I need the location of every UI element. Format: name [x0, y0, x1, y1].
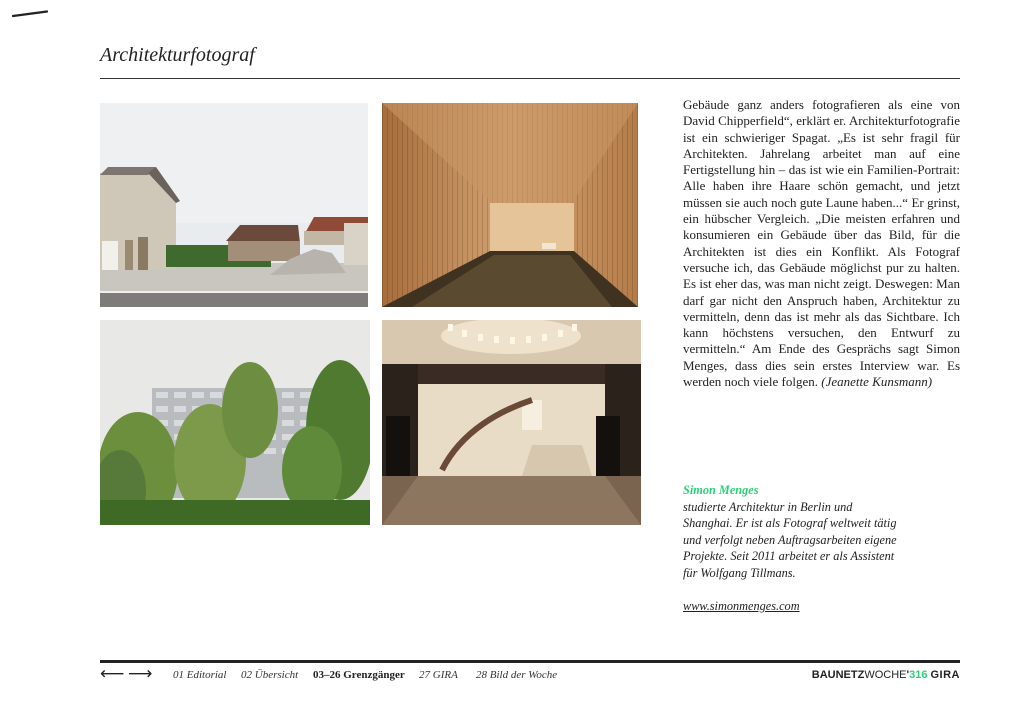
article-text: Gebäude ganz anders fotografieren als eine von David Chipperfield“, erklärt er. Architekturfotografie ist ein schwieriger Spagat. „Es ist sehr fragil für Architekten. Jahrelang arbeitet man auf eine Fertigstellung hin – das ist wie ein Familien-Portrait: Alle haben ihre Haare schön gemacht, und jetzt müssen sie auch noch gute Laune haben...“ Er grinst, ein hübscher Vergleich. „Die meisten erfahren und konsumieren ein Gebäude über das Bild, für die Architekten ist dies ein Konflikt. Als Fotograf versuche ich, das Gebäude möglichst pur zu halten. Es ist eher das, was man nicht zeigt. Deswegen: Man darf gar nicht den Anspruch haben, Architektur zu vermitteln, denn das ist mehr als das Sichtbare. Ich kann höchstens versuchen, den Entwurf zu vermitteln.“ Am Ende des Gesprächs sagt Simon Menges, dass dies sein erstes Interview war. Es werden noch viele folgen.	[683, 97, 960, 390]
footer-divider	[100, 660, 960, 663]
article-author: (Jeanette Kunsmann)	[821, 374, 933, 390]
nav-uebersicht[interactable]: 02 Übersicht	[241, 669, 299, 681]
brand-woche: WOCHE	[864, 669, 907, 681]
title-divider	[100, 78, 960, 79]
nav-editorial[interactable]: 01 Editorial	[173, 669, 227, 681]
brand-baunetz: BAUNETZ	[811, 669, 865, 681]
nav-gira[interactable]: 27 GIRA	[419, 669, 458, 681]
nav-bild-der-woche[interactable]: 28 Bild der Woche	[476, 669, 558, 681]
wooden-pool-photo	[382, 103, 638, 307]
prev-arrow-icon[interactable]: ⟵	[100, 664, 125, 684]
author-bio	[683, 482, 960, 615]
staircase-hall-photo	[382, 320, 641, 525]
next-arrow-icon[interactable]: ⟶	[128, 664, 153, 684]
brand-logo	[812, 669, 960, 681]
logo-mark	[12, 10, 48, 18]
trees-highrise-photo	[100, 320, 370, 525]
article-body	[683, 97, 960, 390]
bio-text: studierte Architektur in Berlin und Shanghai. Er ist als Fotograf weltweit tätig und verfolgt neben Auftragsarbeiten eigene Projekte. Seit 2011 arbeitet er als Assistent für Wolfgang Tillmans.	[683, 499, 897, 580]
nav-grenzgaenger[interactable]: 03–26 Grenzgänger	[313, 669, 405, 681]
brand-apostrophe: '	[906, 669, 910, 681]
brand-gira: GIRA	[930, 669, 960, 681]
footer-nav	[100, 664, 960, 685]
bio-name: Simon Menges	[683, 483, 759, 497]
houses-gravel-photo	[100, 103, 368, 307]
website-link[interactable]: www.simonmenges.com	[683, 599, 800, 613]
section-title: Architekturfotograf	[100, 44, 255, 66]
brand-issue: 316	[909, 669, 928, 681]
